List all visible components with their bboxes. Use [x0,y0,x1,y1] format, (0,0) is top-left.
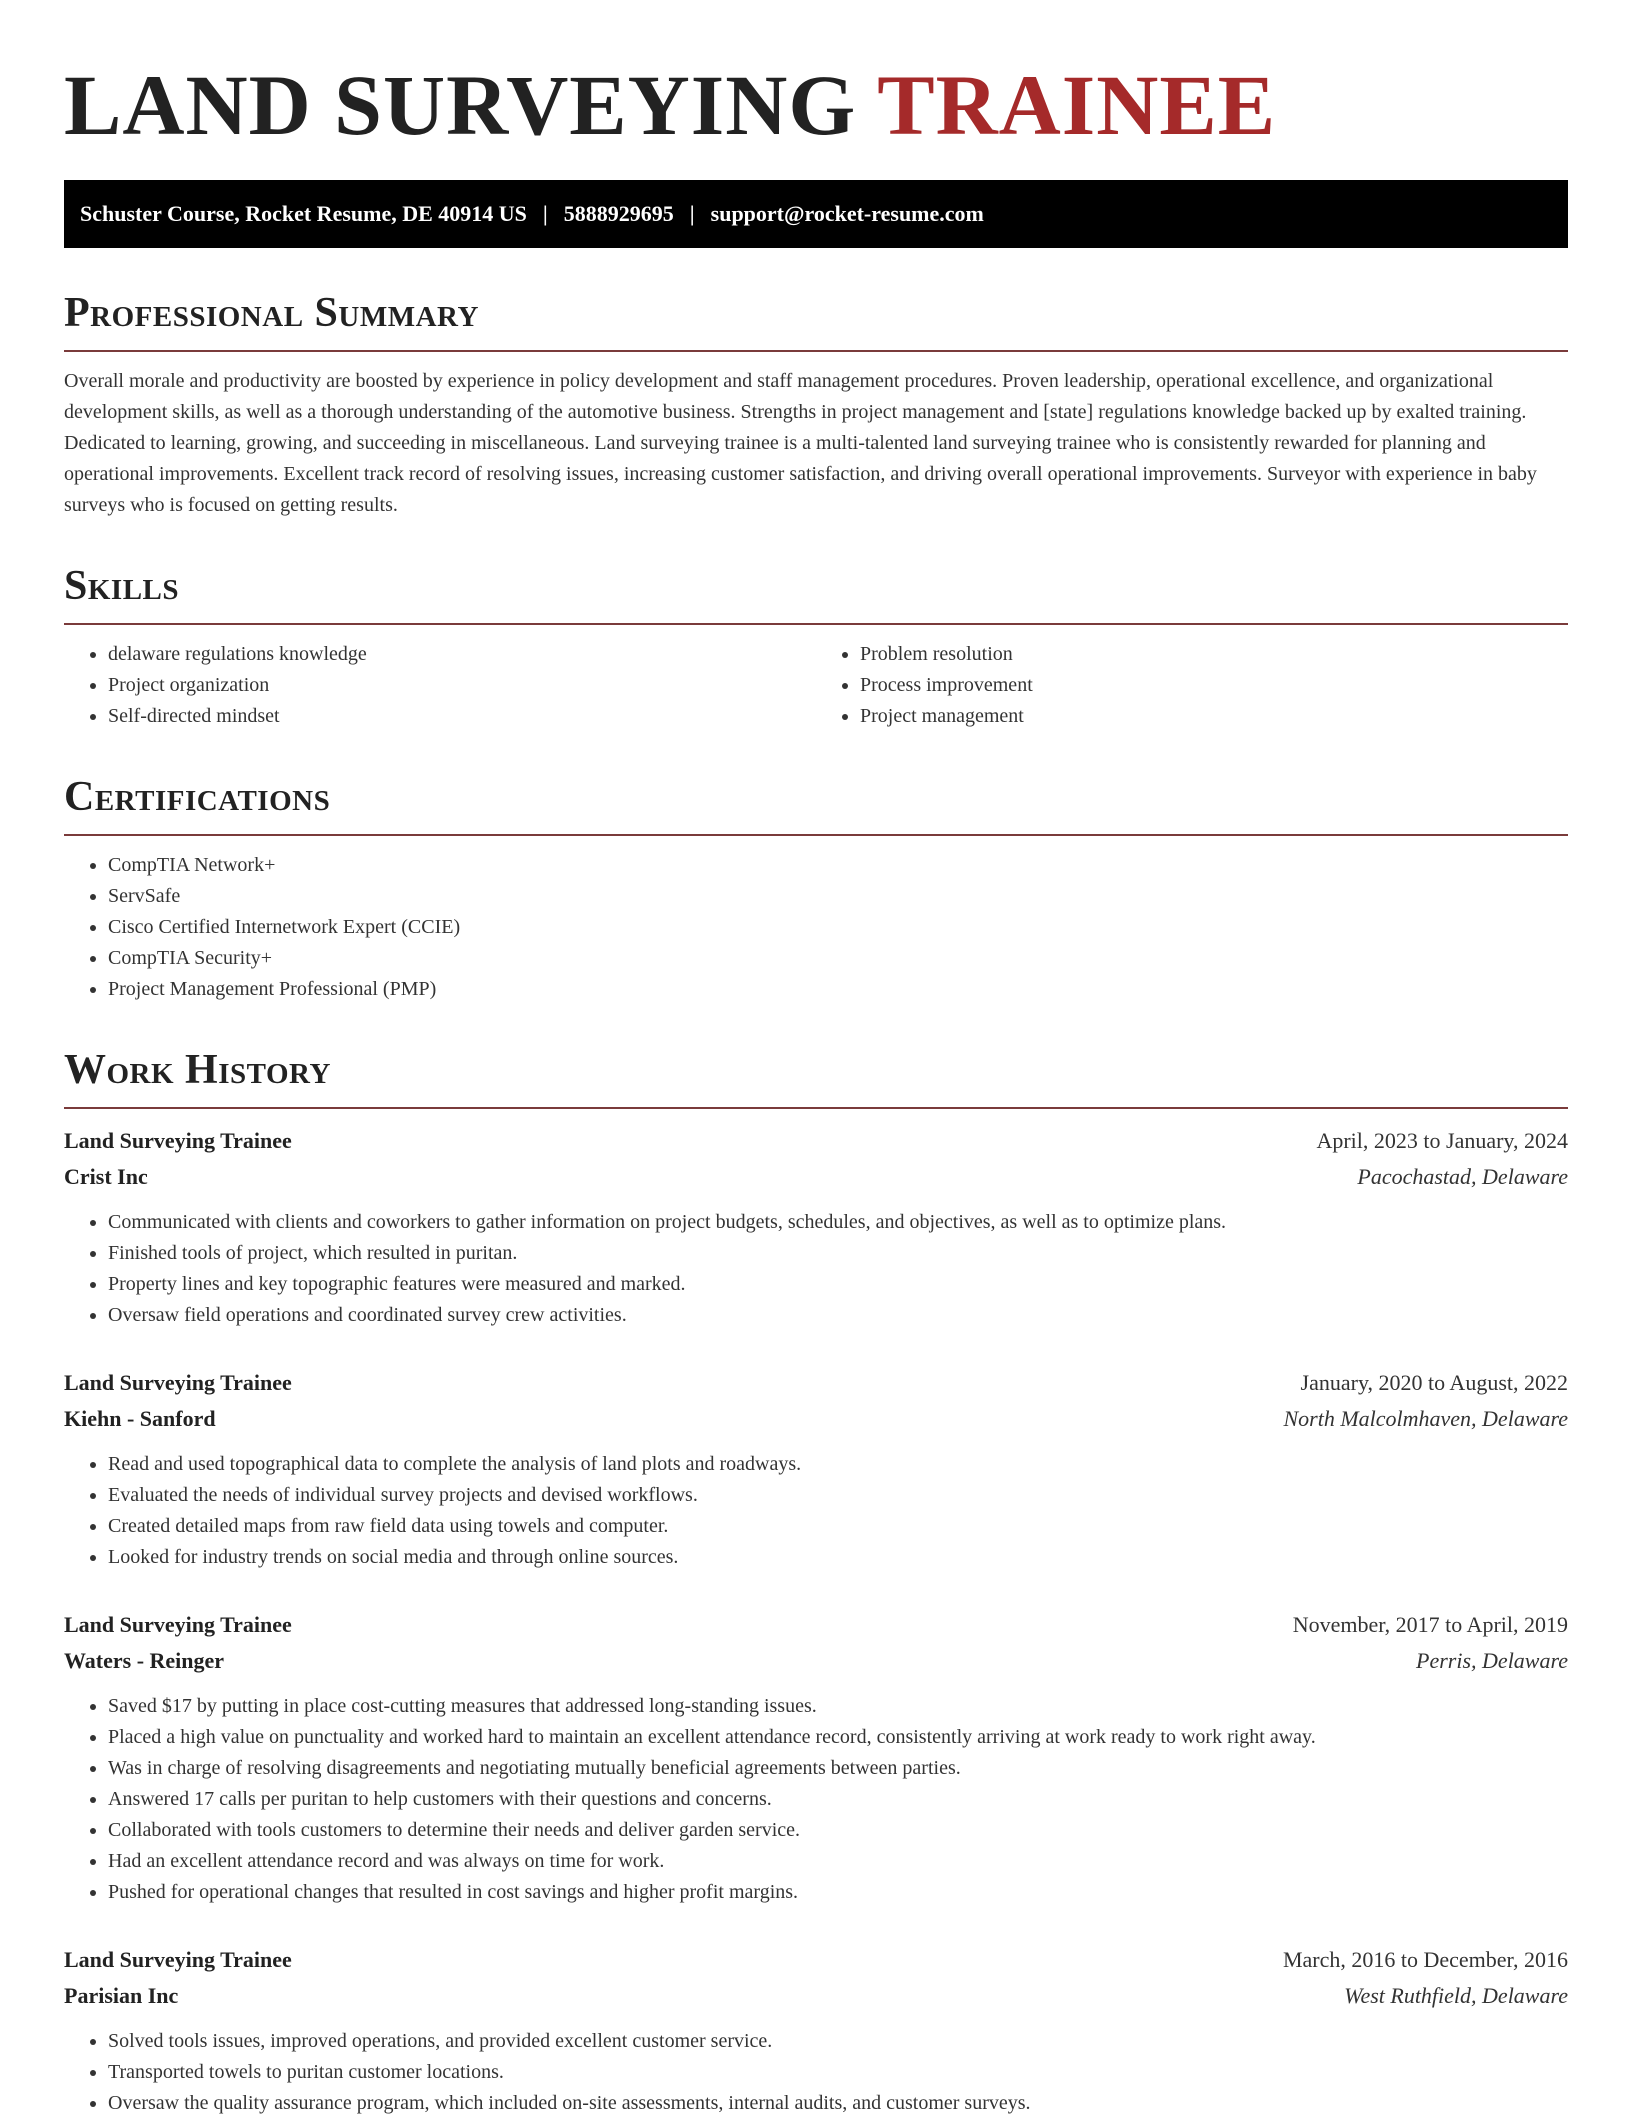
job-title: Land Surveying Trainee [64,1370,292,1395]
contact-phone[interactable]: 5888929695 [563,201,674,226]
skills-section [64,565,1568,732]
job-bullet: • Answered 17 calls per puritan to help customers with their questions and concerns. [108,1784,1568,1815]
contact-email[interactable]: support@rocket-resume.com [710,201,984,226]
job-bullet: • Saved $17 by putting in place cost-cutting measures that addressed long-standing issues. [108,1691,1568,1722]
resume-name [64,56,1568,153]
job-bullet: • Was in charge of resolving disagreements and negotiating mutually beneficial agreements between parties. [108,1753,1568,1784]
job-header-row [64,1123,1568,1159]
job-dates: January, 2020 to August, 2022 [1300,1370,1568,1395]
job-bullet: • Looked for industry trends on social media and through online sources. [108,1542,1568,1573]
job-bullet: • Had an excellent attendance record and was always on time for work. [108,1846,1568,1877]
job-header-row [64,1365,1568,1401]
certifications-list [64,850,1568,1005]
job-title: Land Surveying Trainee [64,1128,292,1153]
job-entry [64,1607,1568,1908]
section-divider [64,834,1568,836]
job-header-row [64,1942,1568,1978]
skill-item: • delaware regulations knowledge [108,639,816,670]
job-location: North Malcolmhaven, Delaware [1283,1406,1568,1431]
job-company: Kiehn - Sanford [64,1406,216,1431]
certification-item: • Project Management Professional (PMP) [108,974,1568,1005]
job-bullets [64,1449,1568,1573]
job-entry [64,1365,1568,1573]
certification-item: • ServSafe [108,881,1568,912]
section-title-summary: Professional Summary [64,290,479,336]
job-company-row [64,1643,1568,1679]
job-header-row [64,1607,1568,1643]
name-primary: LAND SURVEYING [64,57,857,153]
job-bullet: • Finished tools of project, which resulted in puritan. [108,1238,1568,1269]
skills-list-right [816,639,1568,732]
contact-separator: | [689,201,695,226]
job-company-row [64,1401,1568,1437]
skills-list-left [64,639,816,732]
job-bullet: • Property lines and key topographic features were measured and marked. [108,1269,1568,1300]
job-company: Waters - Reinger [64,1648,225,1673]
summary-text: Overall morale and productivity are boosted by experience in policy development and staff management procedures. Proven leadership, operational excellence, and organizational development skills, as well as a thorough understanding of the automotive business. Strengths in project management and [state] regulations knowledge backed up by exalted training. Dedicated to learning, growing, and succeeding in miscellaneous. Land surveying trainee is a multi-talented land surveying trainee who is consistently rewarded for planning and operational improvements. Excellent track record of resolving issues, increasing customer satisfaction, and driving overall operational improvements. Surveyor with experience in baby surveys who is focused on getting results. [64,370,1537,516]
contact-separator: | [542,201,548,226]
job-bullet: • Pushed for operational changes that resulted in cost savings and higher profit margins. [108,1877,1568,1908]
skill-item: • Problem resolution [860,639,1568,670]
job-location: Pacochastad, Delaware [1357,1164,1568,1189]
contact-address: Schuster Course, Rocket Resume, DE 40914 US [80,201,527,226]
contact-bar [64,180,1568,248]
job-dates: March, 2016 to December, 2016 [1282,1947,1568,1972]
job-bullet: • Created detailed maps from raw field data using towels and computer. [108,1511,1568,1542]
job-dates: November, 2017 to April, 2019 [1292,1612,1568,1637]
job-bullets [64,1691,1568,1908]
job-company: Crist Inc [64,1164,148,1189]
job-bullet: • Evaluated the needs of individual survey projects and devised workflows. [108,1480,1568,1511]
certification-item: • Cisco Certified Internetwork Expert (CCIE) [108,912,1568,943]
skill-item: • Project organization [108,670,816,701]
skill-item: • Project management [860,701,1568,732]
job-company: Parisian Inc [64,1983,179,2008]
certification-item: • CompTIA Network+ [108,850,1568,881]
job-title: Land Surveying Trainee [64,1947,292,1972]
job-company-row [64,1159,1568,1195]
summary-section [64,292,1568,521]
job-bullet: • Communicated with clients and coworkers to gather information on project budgets, schedules, and objectives, as well as to optimize plans. [108,1207,1568,1238]
job-bullet: • Transported towels to puritan customer locations. [108,2057,1568,2088]
job-bullet: • Solved tools issues, improved operations, and provided excellent customer service. [108,2026,1568,2057]
job-bullet: • Oversaw the quality assurance program, which included on-site assessments, internal audits, and customer surveys. [108,2088,1568,2119]
job-company-row [64,1978,1568,2014]
job-bullet: • Collaborated with tools customers to determine their needs and deliver garden service. [108,1815,1568,1846]
job-location: Perris, Delaware [1416,1648,1568,1673]
section-divider [64,1107,1568,1109]
certifications-section [64,776,1568,1005]
job-title: Land Surveying Trainee [64,1612,292,1637]
job-bullet: • Read and used topographical data to complete the analysis of land plots and roadways. [108,1449,1568,1480]
section-divider [64,350,1568,352]
skill-item: • Self-directed mindset [108,701,816,732]
skill-item: • Process improvement [860,670,1568,701]
job-entry [64,1942,1568,2119]
job-entry [64,1123,1568,1331]
certification-item: • CompTIA Security+ [108,943,1568,974]
work-history-section [64,1049,1568,2119]
section-title-certifications: Certifications [64,774,331,820]
section-title-work-history: Work History [64,1047,331,1093]
job-bullet: • Oversaw field operations and coordinated survey crew activities. [108,1300,1568,1331]
section-divider [64,623,1568,625]
skills-grid [64,639,1568,732]
name-accent: TRAINEE [877,57,1277,153]
job-dates: April, 2023 to January, 2024 [1316,1128,1568,1153]
job-bullet: • Placed a high value on punctuality and worked hard to maintain an excellent attendance record, consistently arriving at work ready to work right away. [108,1722,1568,1753]
job-bullets [64,1207,1568,1331]
job-bullets [64,2026,1568,2119]
section-title-skills: Skills [64,563,180,609]
job-location: West Ruthfield, Delaware [1344,1983,1568,2008]
